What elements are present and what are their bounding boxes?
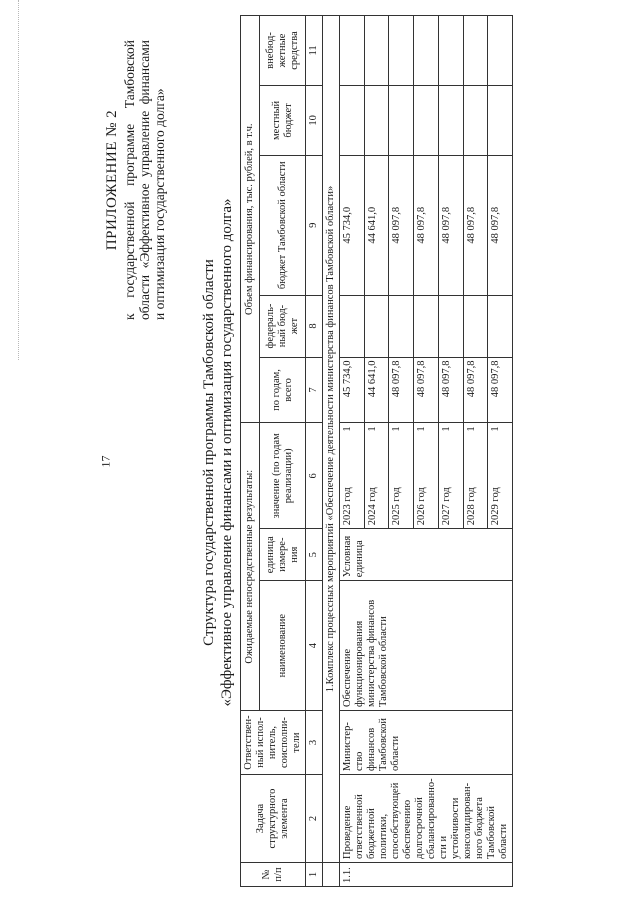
- row-local: [488, 85, 513, 155]
- row-offbudget: [389, 16, 414, 86]
- column-number: 8: [306, 295, 323, 357]
- column-number: 4: [306, 581, 323, 711]
- column-number: 5: [306, 529, 323, 581]
- row-federal: [340, 295, 365, 357]
- header-finance-group: Объем финансирования, тыс. рублей, в т.ч.: [241, 16, 260, 423]
- column-number: 1: [306, 863, 323, 887]
- row-federal: [463, 295, 488, 357]
- year-value: 1: [440, 426, 452, 432]
- title-line-2: «Эффективное управление финансами и оптимизация государственного долга»: [219, 198, 235, 707]
- row-total: 44 641,0: [364, 357, 389, 423]
- page-number: 17: [98, 455, 113, 468]
- header-name: наименование: [260, 581, 306, 711]
- year-label: 2024 год: [366, 487, 378, 526]
- header-local: местный бюджет: [260, 85, 306, 155]
- column-number: 11: [306, 16, 323, 86]
- row-total: 45 734,0: [340, 357, 365, 423]
- row-regional: 48 097,8: [488, 155, 513, 295]
- row-year-value: [488, 423, 513, 529]
- header-no: № п/п: [241, 863, 306, 887]
- row-offbudget: [414, 16, 439, 86]
- row-year-value: [414, 423, 439, 529]
- row-regional: 44 641,0: [364, 155, 389, 295]
- row-year-value: [438, 423, 463, 529]
- column-number: 9: [306, 155, 323, 295]
- row-unit: Условная единица: [340, 529, 513, 581]
- row-federal: [438, 295, 463, 357]
- year-value: 1: [465, 426, 477, 432]
- year-value: 1: [366, 426, 378, 432]
- year-label: 2027 год: [440, 487, 452, 526]
- row-regional: 48 097,8: [438, 155, 463, 295]
- row-local: [340, 85, 365, 155]
- row-local: [364, 85, 389, 155]
- header-unit: единица измере-ния: [260, 529, 306, 581]
- header-by-years: по годам, всего: [260, 357, 306, 423]
- row-total: 48 097,8: [414, 357, 439, 423]
- row-responsible: Министер-ство финансов Тамбовской области: [340, 711, 513, 775]
- row-regional: 48 097,8: [389, 155, 414, 295]
- row-local: [438, 85, 463, 155]
- section-title: 1.Комплекс процессных мероприятий «Обеспечение деятельности министерства финансов Тамбовской области»: [323, 16, 340, 863]
- row-year-value: [364, 423, 389, 529]
- column-number: 2: [306, 775, 323, 863]
- year-value: 1: [490, 426, 502, 432]
- row-number: 1.1.: [340, 863, 513, 887]
- row-year-value: [463, 423, 488, 529]
- appendix-block: [105, 40, 167, 320]
- row-offbudget: [438, 16, 463, 86]
- column-number: 10: [306, 85, 323, 155]
- row-task: Проведение ответственной бюджетной политики, способствующей обеспечению долгосрочной сбалансированно-сти и устойчивости консолидирован-ного бюджета Тамбовской области: [340, 775, 513, 863]
- row-federal: [414, 295, 439, 357]
- column-numbers-row: [306, 16, 323, 887]
- row-regional: 45 734,0: [340, 155, 365, 295]
- document-title: [200, 0, 236, 905]
- table-row: [340, 16, 365, 887]
- row-federal: [364, 295, 389, 357]
- row-total: 48 097,8: [463, 357, 488, 423]
- header-results-group: Ожидаемые непосредственные результаты:: [241, 423, 260, 711]
- row-offbudget: [488, 16, 513, 86]
- row-year-value: [340, 423, 365, 529]
- year-label: 2023 год: [342, 487, 353, 526]
- column-number: 7: [306, 357, 323, 423]
- year-value: 1: [342, 426, 353, 432]
- header-offbudget: внебюд-жетные средства: [260, 16, 306, 86]
- row-regional: 48 097,8: [414, 155, 439, 295]
- column-number: 6: [306, 423, 323, 529]
- appendix-text: к государственной программе Тамбовской области «Эффективное управление финансами и оптимизация государственного долга»: [122, 40, 167, 320]
- row-year-value: [389, 423, 414, 529]
- row-total: 48 097,8: [389, 357, 414, 423]
- year-label: 2029 год: [490, 487, 502, 526]
- year-label: 2028 год: [465, 487, 477, 526]
- year-value: 1: [391, 426, 403, 432]
- row-offbudget: [463, 16, 488, 86]
- row-local: [463, 85, 488, 155]
- row-result-name: Обеспечение функционирования министерства финансов Тамбовской области: [340, 581, 513, 711]
- row-local: [414, 85, 439, 155]
- appendix-heading: ПРИЛОЖЕНИЕ № 2: [104, 109, 120, 251]
- row-regional: 48 097,8: [463, 155, 488, 295]
- year-label: 2025 год: [391, 487, 403, 526]
- row-federal: [389, 295, 414, 357]
- row-local: [389, 85, 414, 155]
- row-offbudget: [364, 16, 389, 86]
- header-responsible: Ответствен-ный испол-нитель, соисполни-тели: [241, 711, 306, 775]
- section-spacer: [323, 863, 340, 887]
- header-federal: федераль-ный бюд-жет: [260, 295, 306, 357]
- column-number: 3: [306, 711, 323, 775]
- header-regional: бюджет Тамбовской области: [260, 155, 306, 295]
- structure-table: [240, 15, 513, 887]
- header-value: значение (по годам реализации): [260, 423, 306, 529]
- header-task: Задача структурного элемента: [241, 775, 306, 863]
- row-offbudget: [340, 16, 365, 86]
- title-line-1: Структура государственной программы Тамбовской области: [201, 259, 217, 646]
- year-value: 1: [416, 426, 428, 432]
- row-federal: [488, 295, 513, 357]
- year-label: 2026 год: [416, 487, 428, 526]
- row-total: 48 097,8: [438, 357, 463, 423]
- row-total: 48 097,8: [488, 357, 513, 423]
